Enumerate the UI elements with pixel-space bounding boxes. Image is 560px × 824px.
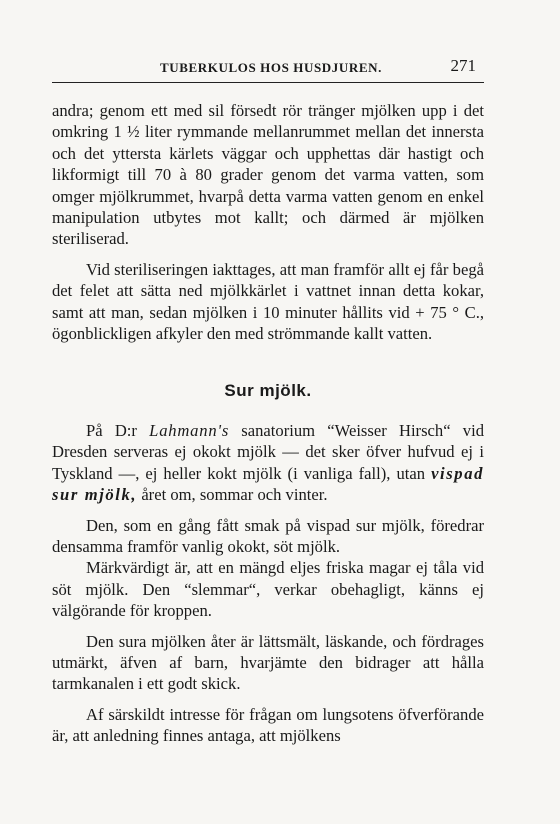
text-fragment: sanatorium “Weisser Hirsch“ vid Dresden serveras ej okokt mjölk — det sker öfver hufvud ej i Tyskland —, ej heller kokt mjölk (i vanliga fall), utan bbox=[52, 420, 484, 483]
paragraph-sour-milk-benefits: Den sura mjölken åter är lättsmält, läskande, och fördrages utmärkt, äfven af barn, hvarjämte den bidrager att hålla tarmkanalen i ett godt skick. bbox=[52, 631, 484, 694]
paragraph-lahmann-sanatorium bbox=[52, 420, 484, 506]
page-header bbox=[52, 52, 484, 83]
page-body bbox=[52, 100, 484, 747]
running-head: TUBERKULOS HOS HUSDJUREN. bbox=[160, 60, 382, 75]
page-number: 271 bbox=[450, 56, 476, 75]
paragraph-stomach-tolerance: Märkvärdigt är, att en mängd eljes friska magar ej tåla vid söt mjölk. Den “slemmar“, verkar obehagligt, känns ej välgörande för kroppen. bbox=[52, 558, 484, 621]
text-fragment: På D:r bbox=[86, 420, 150, 440]
section-title: Sur mjölk. bbox=[224, 381, 312, 401]
paragraph-sterilization-notes: Vid steriliseringen iakttages, att man framför allt ej får begå det felet att sätta ned mjölkkärlet i vattnet innan detta kokar, samt att man, sedan mjölken i 10 minuter hållits vid + 75 ° C., ögonblickligen afkyler den med strömmande kallt vatten. bbox=[52, 259, 484, 344]
text-fragment: året om, sommar och vinter. bbox=[137, 485, 328, 505]
paragraph-tuberculosis-transfer: Af särskildt intresse för frågan om lungsotens öfverförande är, att anledning finnes antaga, att mjölkens bbox=[52, 704, 484, 746]
emphasized-term: vispad sur mjölk, bbox=[52, 463, 484, 505]
person-name: Lahmann's bbox=[149, 420, 230, 440]
paragraph-sterilization-process: andra; genom ett med sil försedt rör tränger mjölken upp i det omkring 1 ½ liter rymmande mellanrummet mellan det innersta och det yttersta kärlets väggar och upphettas där hastigt och likformigt till 70 à 80 grader genom det varma vatten, som omger mjölkrummet, hvarpå detta varma vatten genom en enkel manipulation utbytes mot kallt; och därmed är mjölken steriliserad. bbox=[52, 101, 484, 249]
paragraph-preference: Den, som en gång fått smak på vispad sur mjölk, föredrar densamma framför vanlig okokt, söt mjölk. bbox=[52, 515, 484, 556]
